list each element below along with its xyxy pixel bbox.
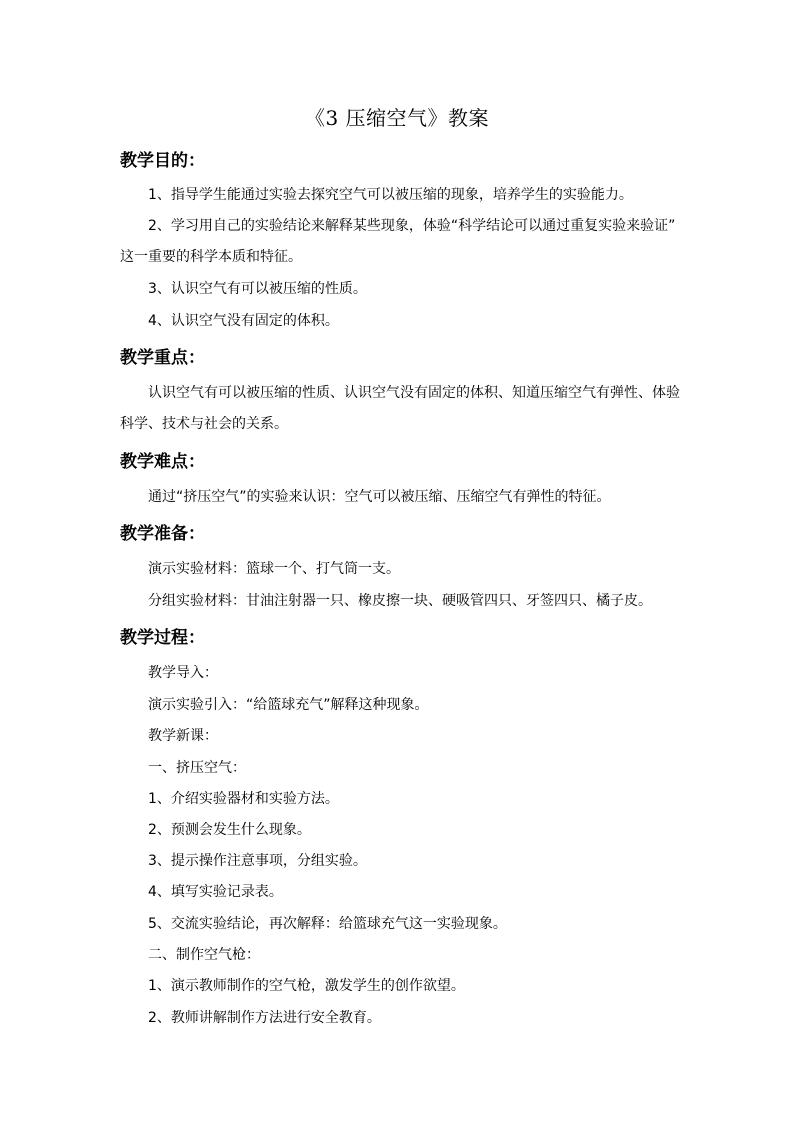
process-line-5: 1、介绍实验器材和实验方法。 xyxy=(148,791,339,807)
goal-item-2-continued: 这一重要的科学本质和特征。 xyxy=(120,249,302,265)
key-points-line-2: 科学、技术与社会的关系。 xyxy=(120,416,288,432)
section-heading-preparation: 教学准备： xyxy=(120,524,205,544)
section-heading-goals: 教学目的： xyxy=(120,151,205,171)
goal-item-1: 1、指导学生能通过实验去探究空气可以被压缩的现象，培养学生的实验能力。 xyxy=(148,187,633,203)
process-line-3: 教学新课： xyxy=(148,728,218,744)
key-points-line-1: 认识空气有可以被压缩的性质、认识空气没有固定的体积、知道压缩空气有弹性、体验 xyxy=(148,385,680,401)
goal-item-4: 4、认识空气没有固定的体积。 xyxy=(148,313,339,329)
preparation-line-1: 演示实验材料：篮球一个、打气筒一支。 xyxy=(148,561,400,577)
process-line-11: 1、演示教师制作的空气枪，激发学生的创作欲望。 xyxy=(148,978,465,994)
process-line-2: 演示实验引入：“给篮球充气”解释这种现象。 xyxy=(148,697,429,713)
process-line-8: 4、填写实验记录表。 xyxy=(148,884,283,900)
section-heading-process: 教学过程： xyxy=(120,628,205,648)
section-heading-key-points: 教学重点： xyxy=(120,348,205,368)
process-line-7: 3、提示操作注意事项，分组实验。 xyxy=(148,853,367,869)
preparation-line-2: 分组实验材料：甘油注射器一只、橡皮擦一块、硬吸管四只、牙签四只、橘子皮。 xyxy=(148,593,652,609)
goal-item-2: 2、学习用自己的实验结论来解释某些现象，体验“科学结论可以通过重复实验来验证” xyxy=(148,218,676,234)
process-line-12: 2、教师讲解制作方法进行安全教育。 xyxy=(148,1010,381,1026)
process-line-9: 5、交流实验结论，再次解释：给篮球充气这一实验现象。 xyxy=(148,916,507,932)
difficulties-line-1: 通过“挤压空气”的实验来认识：空气可以被压缩、压缩空气有弹性的特征。 xyxy=(148,489,611,505)
document-title: 《3 压缩空气》教案 xyxy=(304,106,490,130)
section-heading-difficulties: 教学难点： xyxy=(120,452,205,472)
process-line-6: 2、预测会发生什么现象。 xyxy=(148,822,311,838)
process-line-1: 教学导入： xyxy=(148,665,218,681)
process-line-10: 二、制作空气枪： xyxy=(148,947,260,963)
goal-item-3: 3、认识空气有可以被压缩的性质。 xyxy=(148,281,367,297)
process-line-4: 一、挤压空气： xyxy=(148,760,246,776)
